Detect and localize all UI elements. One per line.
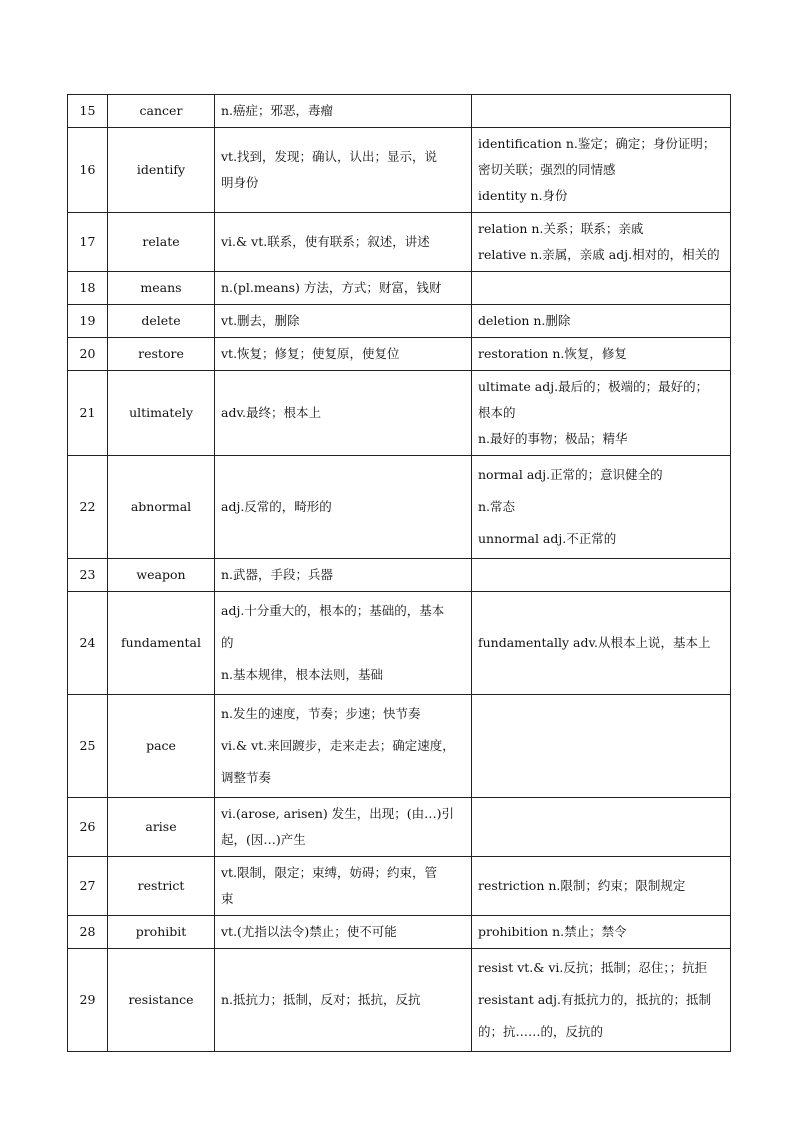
meaning-line: 起，(因…)产生	[221, 832, 306, 847]
table-row	[68, 272, 731, 305]
related-line: prohibition n.禁止；禁令	[478, 924, 627, 939]
row-number: 24	[68, 592, 108, 695]
related-line: unnormal adj.不正常的	[478, 531, 617, 546]
meaning-line: 的	[221, 635, 234, 650]
vocabulary-table	[67, 94, 731, 1052]
row-number: 26	[68, 798, 108, 857]
word-meaning	[215, 949, 472, 1052]
word-meaning	[215, 128, 472, 213]
related-line: resist vt.& vi.反抗；抵制；忍住；；抗拒	[478, 960, 708, 975]
word-meaning	[215, 916, 472, 949]
related-line: n.最好的事物；极品；精华	[478, 431, 628, 446]
related-line: identity n.身份	[478, 188, 568, 203]
meaning-line: adv.最终；根本上	[221, 405, 322, 420]
related-words	[472, 338, 731, 371]
related-words	[472, 949, 731, 1052]
word-meaning	[215, 592, 472, 695]
word-meaning	[215, 371, 472, 456]
meaning-line: vt.恢复；修复；使复原，使复位	[221, 346, 400, 361]
related-line: restriction n.限制；约束；限制规定	[478, 878, 686, 893]
related-line: 的；抗……的，反抗的	[478, 1024, 604, 1039]
vocab-word: prohibit	[108, 916, 215, 949]
vocab-word: cancer	[108, 95, 215, 128]
row-number: 29	[68, 949, 108, 1052]
related-line: resistant adj.有抵抗力的，抵抗的；抵制	[478, 992, 712, 1007]
meaning-line: vt.(尤指以法令)禁止；使不可能	[221, 924, 397, 939]
row-number: 21	[68, 371, 108, 456]
table-row	[68, 857, 731, 916]
word-meaning	[215, 559, 472, 592]
meaning-line: 明身份	[221, 175, 259, 190]
row-number: 25	[68, 695, 108, 798]
vocab-word: fundamental	[108, 592, 215, 695]
meaning-line: vt.限制，限定；束缚，妨碍；约束，管	[221, 865, 438, 880]
table-row	[68, 371, 731, 456]
meaning-line: vt.删去，删除	[221, 313, 300, 328]
meaning-line: n.发生的速度，节奏；步速；快节奏	[221, 706, 421, 721]
word-meaning	[215, 338, 472, 371]
meaning-line: vi.(arose, arisen) 发生，出现；(由…)引	[221, 806, 455, 821]
vocab-word: abnormal	[108, 456, 215, 559]
meaning-line: vi.& vt.联系，使有联系；叙述，讲述	[221, 234, 430, 249]
meaning-line: vt.找到，发现；确认，认出；显示，说	[221, 149, 438, 164]
related-words	[472, 695, 731, 798]
vocab-word: ultimately	[108, 371, 215, 456]
related-words	[472, 559, 731, 592]
related-line: normal adj.正常的；意识健全的	[478, 467, 663, 482]
vocab-word: restrict	[108, 857, 215, 916]
row-number: 22	[68, 456, 108, 559]
related-line: n.常态	[478, 499, 516, 514]
related-line: fundamentally adv.从根本上说，基本上	[478, 635, 711, 650]
word-meaning	[215, 95, 472, 128]
vocab-word: pace	[108, 695, 215, 798]
vocab-word: means	[108, 272, 215, 305]
row-number: 18	[68, 272, 108, 305]
row-number: 20	[68, 338, 108, 371]
related-line: ultimate adj.最后的；极端的；最好的；	[478, 379, 709, 394]
vocabulary-table-body	[68, 95, 731, 1052]
vocab-word: relate	[108, 213, 215, 272]
vocab-word: arise	[108, 798, 215, 857]
row-number: 17	[68, 213, 108, 272]
related-words	[472, 95, 731, 128]
related-line: 密切关联；强烈的同情感	[478, 162, 616, 177]
vocab-word: identify	[108, 128, 215, 213]
table-row	[68, 305, 731, 338]
word-meaning	[215, 305, 472, 338]
related-words	[472, 857, 731, 916]
row-number: 19	[68, 305, 108, 338]
related-line: deletion n.删除	[478, 313, 571, 328]
related-words	[472, 272, 731, 305]
related-line: restoration n.恢复，修复	[478, 346, 627, 361]
vocab-word: delete	[108, 305, 215, 338]
word-meaning	[215, 456, 472, 559]
word-meaning	[215, 857, 472, 916]
table-row	[68, 128, 731, 213]
row-number: 28	[68, 916, 108, 949]
related-words	[472, 798, 731, 857]
row-number: 16	[68, 128, 108, 213]
word-meaning	[215, 798, 472, 857]
word-meaning	[215, 695, 472, 798]
related-words	[472, 128, 731, 213]
table-row	[68, 695, 731, 798]
meaning-line: adj.反常的，畸形的	[221, 499, 332, 514]
related-line: identification n.鉴定；确定；身份证明；	[478, 136, 716, 151]
related-words	[472, 305, 731, 338]
related-line: 根本的	[478, 405, 516, 420]
table-row	[68, 213, 731, 272]
meaning-line: n.抵抗力；抵制，反对；抵抗，反抗	[221, 992, 421, 1007]
row-number: 15	[68, 95, 108, 128]
meaning-line: 束	[221, 891, 234, 906]
row-number: 23	[68, 559, 108, 592]
vocab-word: restore	[108, 338, 215, 371]
related-words	[472, 456, 731, 559]
meaning-line: n.武器，手段；兵器	[221, 567, 334, 582]
row-number: 27	[68, 857, 108, 916]
word-meaning	[215, 213, 472, 272]
table-row	[68, 798, 731, 857]
related-words	[472, 916, 731, 949]
table-row	[68, 456, 731, 559]
related-words	[472, 371, 731, 456]
meaning-line: vi.& vt.来回踱步，走来走去；确定速度，	[221, 738, 455, 753]
meaning-line: n.癌症；邪恶，毒瘤	[221, 103, 334, 118]
table-row	[68, 916, 731, 949]
related-line: relative n.亲属，亲戚 adj.相对的，相关的	[478, 247, 720, 262]
table-row	[68, 592, 731, 695]
meaning-line: 调整节奏	[221, 770, 272, 785]
related-words	[472, 592, 731, 695]
table-row	[68, 338, 731, 371]
meaning-line: n.基本规律，根本法则，基础	[221, 667, 384, 682]
meaning-line: adj.十分重大的，根本的；基础的，基本	[221, 603, 445, 618]
table-row	[68, 949, 731, 1052]
vocab-word: weapon	[108, 559, 215, 592]
table-row	[68, 559, 731, 592]
related-words	[472, 213, 731, 272]
vocab-word: resistance	[108, 949, 215, 1052]
meaning-line: n.(pl.means) 方法，方式；财富，钱财	[221, 280, 442, 295]
related-line: relation n.关系；联系；亲戚	[478, 221, 644, 236]
table-row	[68, 95, 731, 128]
word-meaning	[215, 272, 472, 305]
